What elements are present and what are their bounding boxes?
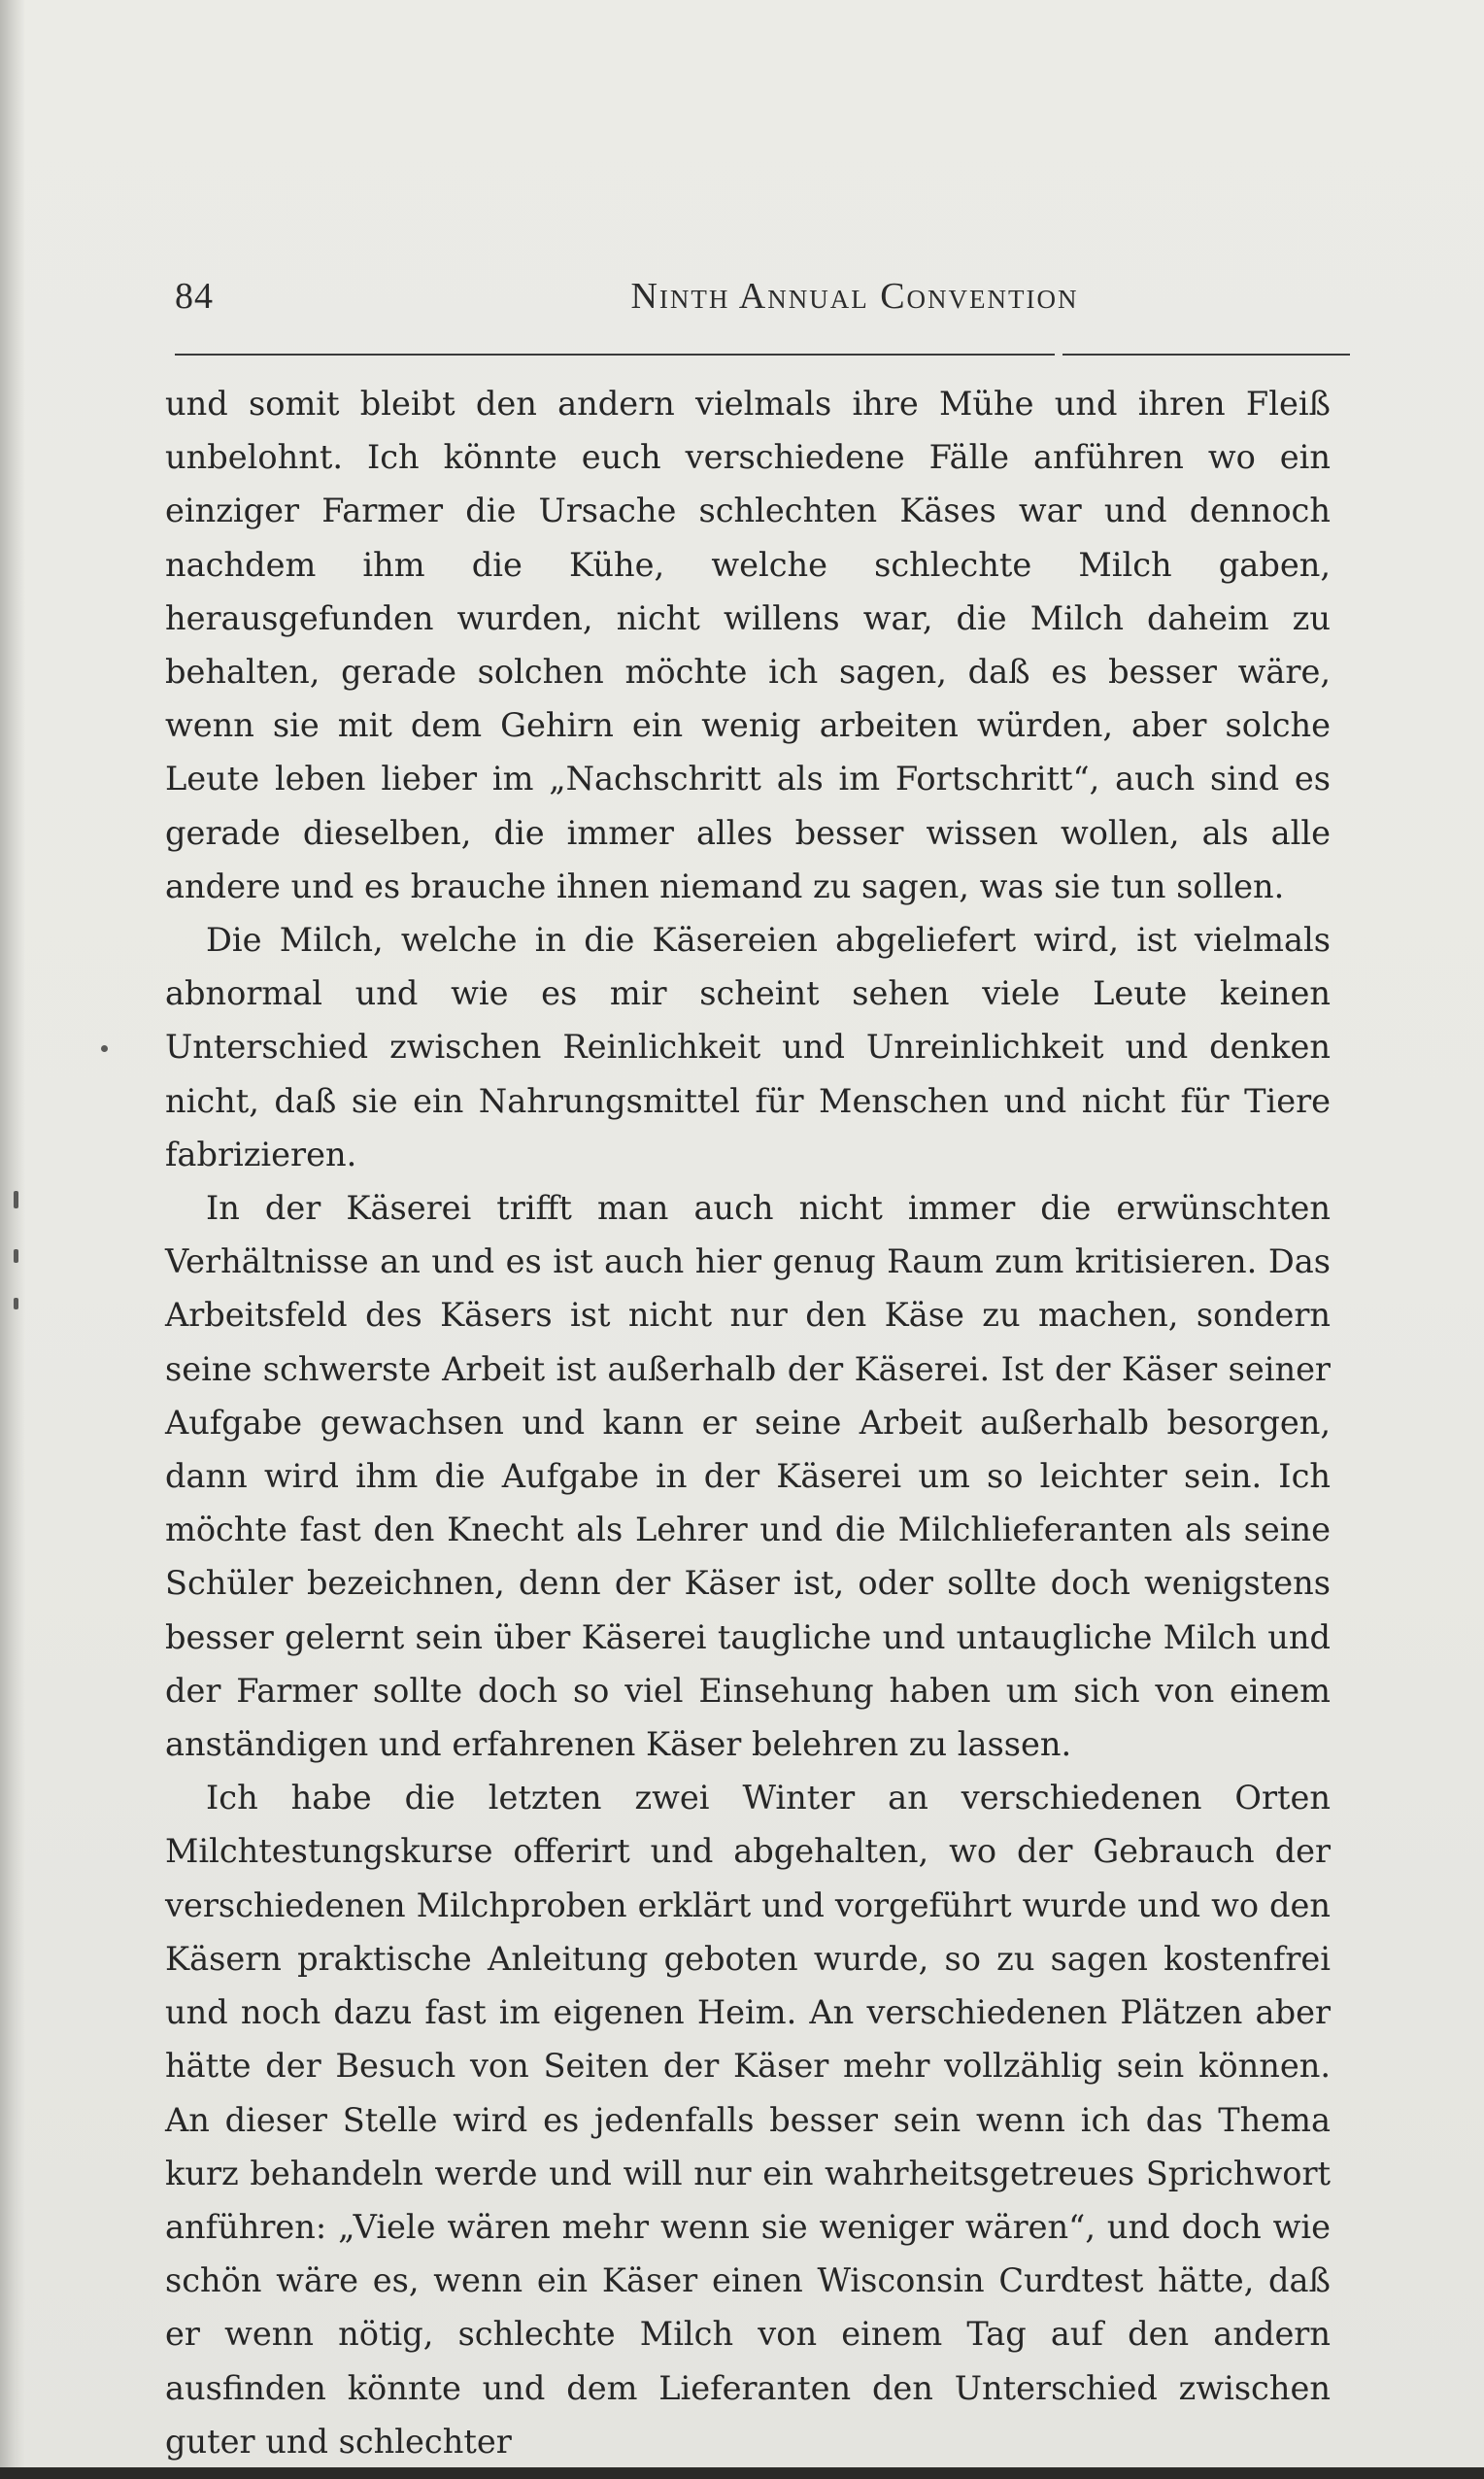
body-text [165, 377, 1331, 2468]
page-number: 84 [175, 276, 214, 317]
paragraph-2: Die Milch, welche in die Käsereien abgeliefert wird, ist vielmals abnormal und wie es mir scheint sehen viele Leute keinen Unterschied zwischen Reinlichkeit und Unreinlichkeit und denken nicht, daß sie ein Nahrungsmittel für Menschen und nicht für Tiere fabrizieren. [165, 921, 1331, 1173]
page-bottom-edge [0, 2467, 1484, 2479]
page-header [175, 275, 1350, 333]
paragraph-4: Ich habe die letzten zwei Winter an verschiedenen Orten Milchtestungskurse offerirt und abgehalten, wo der Gebrauch der verschiedenen Milchproben erklärt und vorgeführt wurde und wo den Käsern praktische Anleitung geboten wurde, so zu sagen kostenfrei und noch dazu fast im eigenen Heim. An verschiedenen Plätzen aber hätte der Besuch von Seiten der Käser mehr vollzählig sein können. An dieser Stelle wird es jedenfalls besser sein wenn ich das Thema kurz behandeln werde und will nur ein wahrheitsgetreues Sprichwort anführen: „Viele wären mehr wenn sie weniger wären“, und doch wie schön wäre es, wenn ein Käser einen Wisconsin Curdtest hätte, daß er wenn nötig, schlechte Milch von einem Tag auf den andern ausfinden könnte und dem Lieferanten den Unterschied zwischen guter und schlechter [165, 1779, 1331, 2461]
paragraph-3: In der Käserei trifft man auch nicht immer die erwünschten Verhältnisse an und es ist auch hier genug Raum zum kritisieren. Das Arbeitsfeld des Käsers ist nicht nur den Käse zu machen, sondern seine schwerste Arbeit ist außerhalb der Käserei. Ist der Käser seiner Aufgabe gewachsen und kann er seine Arbeit außerhalb besorgen, dann wird ihm die Aufgabe in der Käserei um so leichter sein. Ich möchte fast den Knecht als Lehrer und die Milchlieferanten als seine Schüler bezeichnen, denn der Käser ist, oder sollte doch wenigstens besser gelernt sein über Käserei taugliche und untaugliche Milch und der Farmer sollte doch so viel Einsehung haben um sich von einem anständigen und erfahrenen Käser belehren zu lassen. [165, 1189, 1331, 1764]
margin-speck [101, 1045, 108, 1052]
running-head: Ninth Annual Convention [630, 276, 1079, 317]
header-rule-gap [1055, 353, 1062, 357]
margin-speck [14, 1191, 18, 1208]
header-rule [175, 354, 1350, 356]
margin-speck [14, 1249, 18, 1263]
margin-speck [14, 1298, 18, 1309]
paragraph-1: und somit bleibt den andern vielmals ihre Mühe und ihren Fleiß unbelohnt. Ich könnte euch verschiedene Fälle anführen wo ein einziger Farmer die Ursache schlechten Käses war und dennoch nachdem ihm die Kühe, welche schlechte Milch gaben, herausgefunden wurden, nicht willens war, die Milch daheim zu behalten, gerade solchen möchte ich sagen, daß es besser wäre, wenn sie mit dem Gehirn ein wenig arbeiten würden, aber solche Leute leben lieber im „Nachschritt als im Fortschritt“, auch sind es gerade dieselben, die immer alles besser wissen wollen, als alle andere und es brauche ihnen niemand zu sagen, was sie tun sollen. [165, 385, 1331, 905]
page-edge-shadow [0, 0, 25, 2479]
